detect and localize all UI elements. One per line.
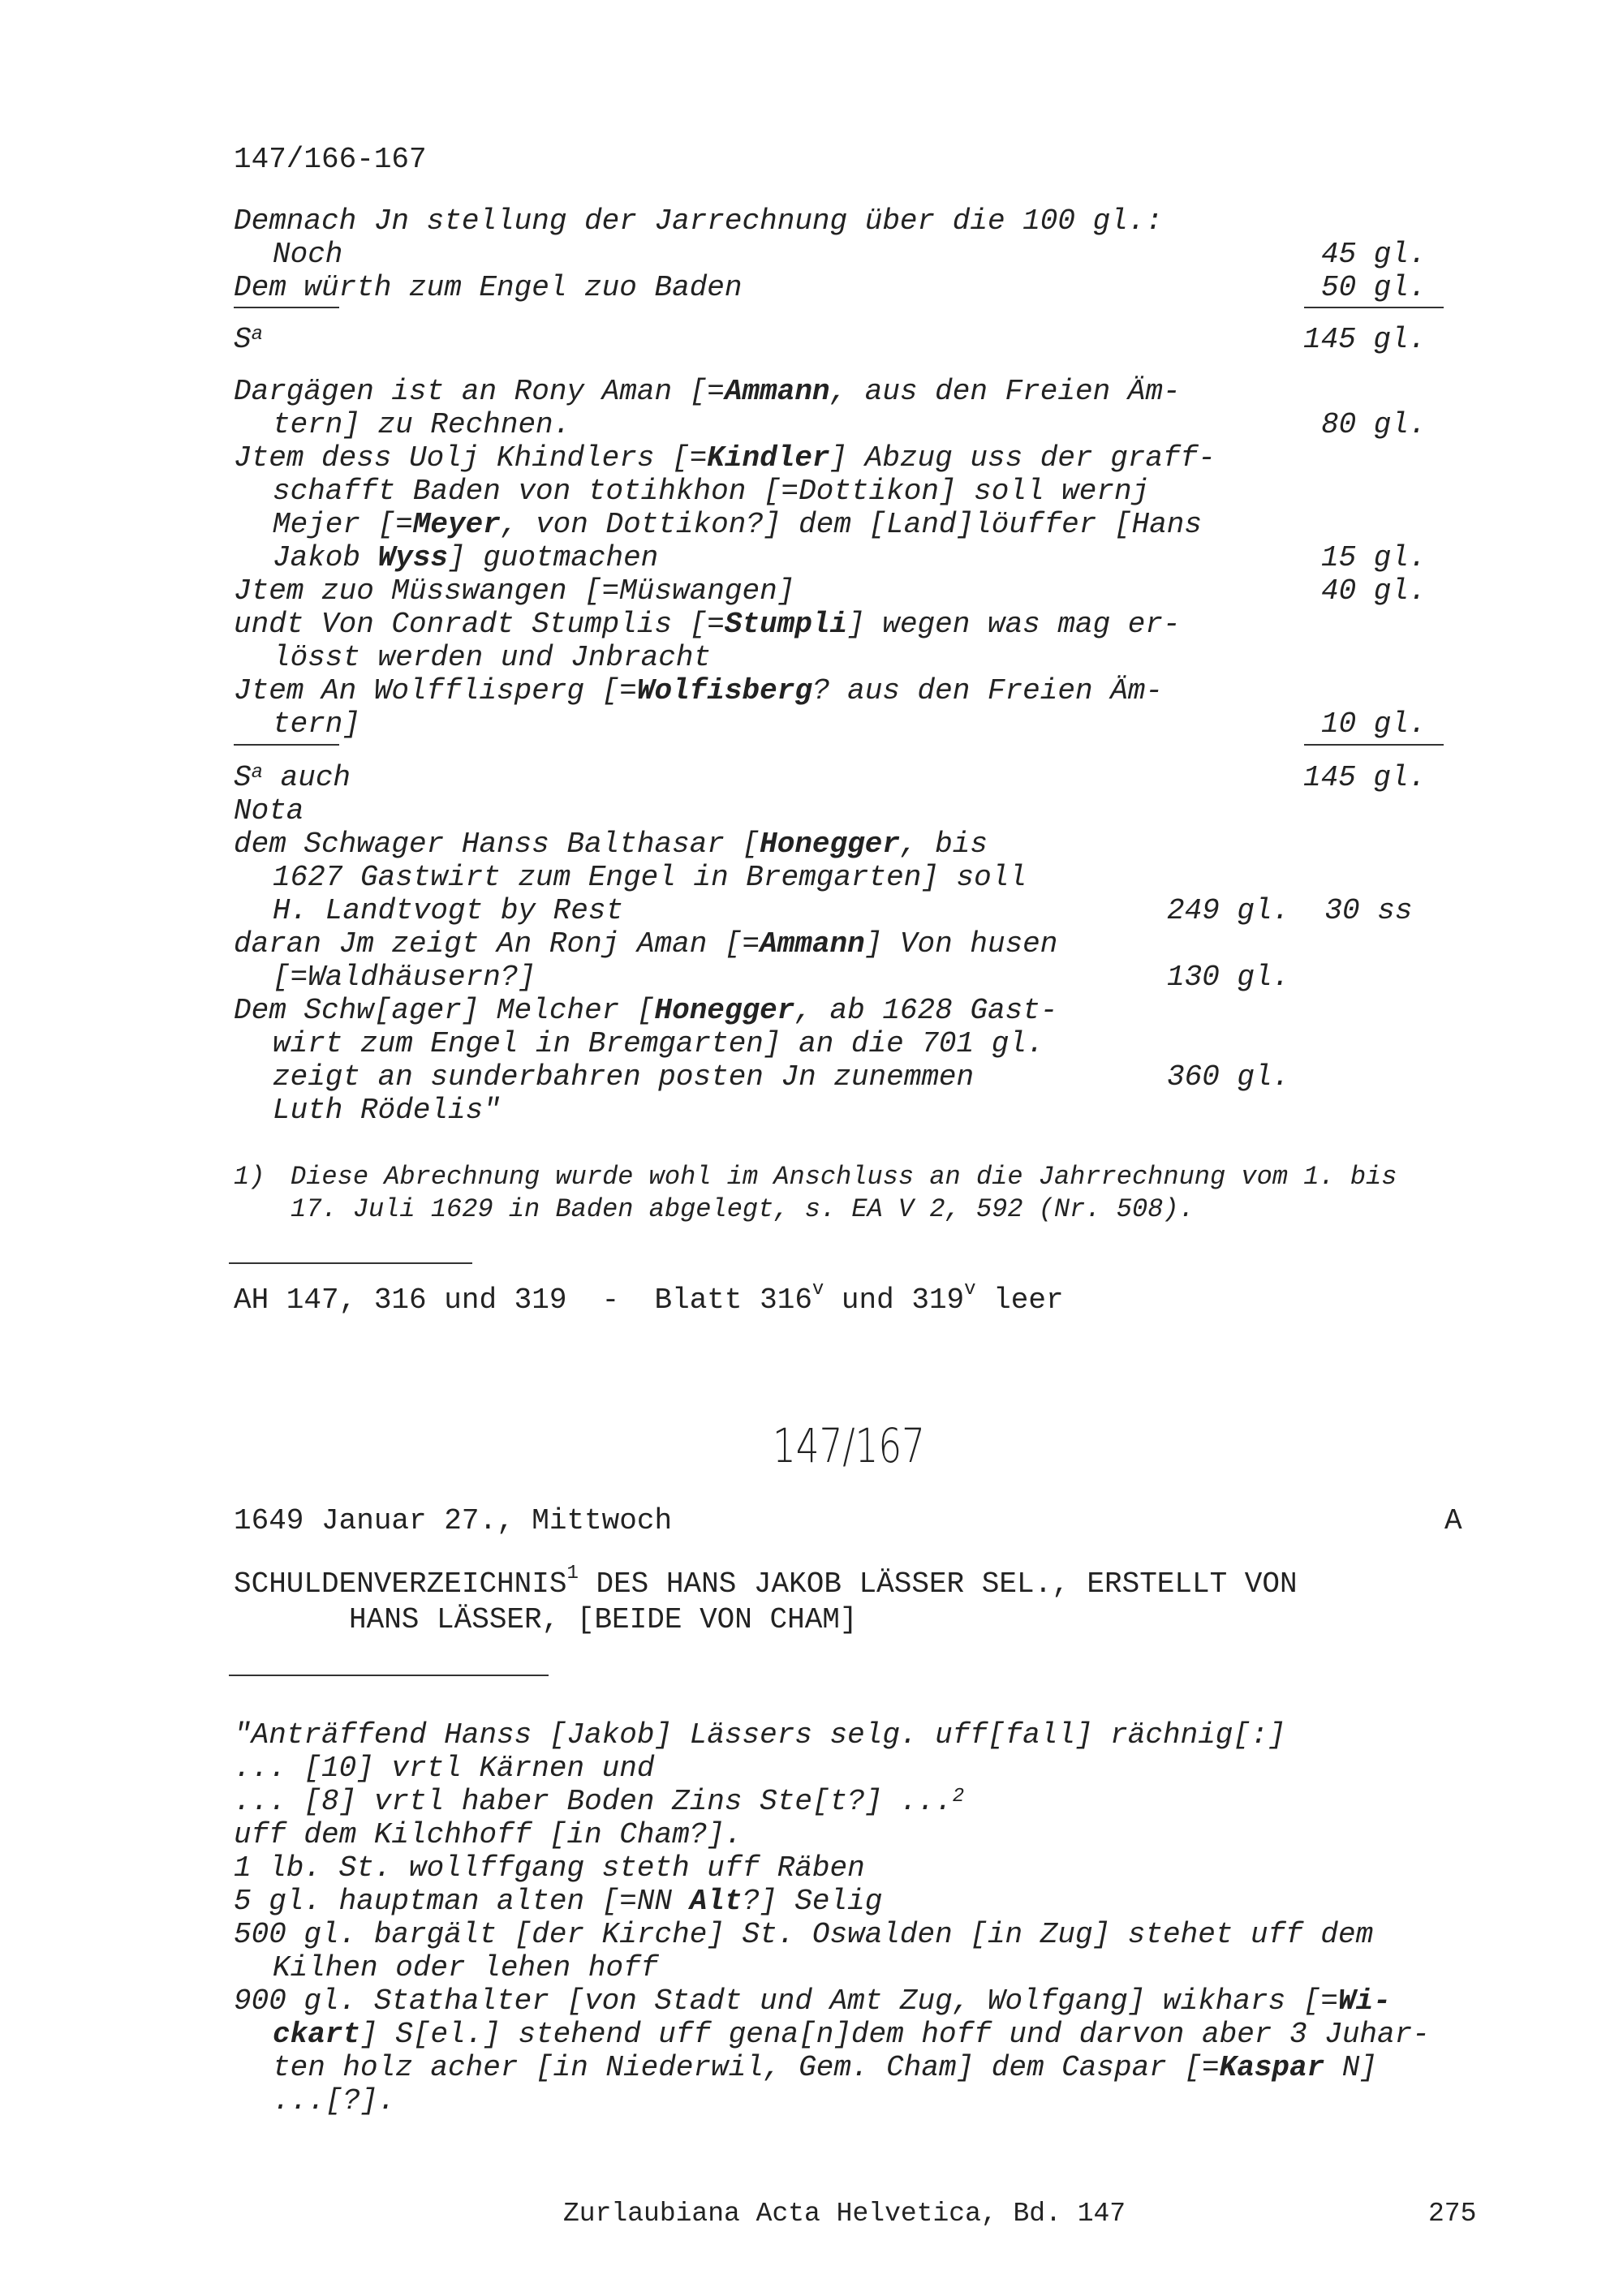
statement-line: Demnach Jn stellung der Jarrechnung über die 100 gl.: — [234, 204, 1163, 238]
statement-line: daran Jm zeigt An Ronj Aman [=Ammann] Von husen — [234, 927, 1058, 961]
sum-line: $S^a$ auch 145 gl. — [234, 761, 1427, 794]
transcription-line: uff dem Kilchhoff [in Cham?]. — [234, 1818, 743, 1851]
separator-rule — [229, 1262, 472, 1264]
statement-line: 1627 Gastwirt zum Engel in Bremgarten] soll — [273, 861, 1027, 894]
transcription-line: 1 lb. St. wollffgang steth uff Räben — [234, 1851, 865, 1885]
underline-left — [234, 744, 339, 746]
statement-line: Luth Rödelis" — [273, 1094, 501, 1127]
amount: 360 gl. — [1167, 1060, 1290, 1094]
document-reference: 147/166-167 — [234, 143, 427, 176]
statement-line: Dem würth zum Engel zuo Baden 50 gl. — [234, 271, 1427, 304]
transcription-line: "Anträffend Hanss [Jakob] Lässers selg. uff[fall] rächnig[:] — [234, 1718, 1286, 1752]
transcription-line: ... [10] vrtl Kärnen und — [234, 1752, 655, 1785]
transcription-line: 500 gl. bargält [der Kirche] St. Oswalden [in Zug] stehet uff dem — [234, 1918, 1374, 1951]
sum-amount: 145 gl. — [1303, 761, 1427, 794]
entry-number: 147/167 — [773, 1418, 925, 1473]
amount: 15 gl. — [1321, 541, 1427, 574]
statement-line: Jakob Wyss] guotmachen 15 gl. — [273, 541, 1427, 574]
sum-rule — [1304, 307, 1444, 308]
page-number: 275 — [1428, 2199, 1477, 2229]
transcription-line: 5 gl. hauptman alten [=NN Alt?] Selig — [234, 1885, 883, 1918]
amount: 130 gl. — [1167, 961, 1290, 994]
transcription-line: 900 gl. Stathalter [von Stadt und Amt Zug, Wolfgang] wikhars [=Wi- — [234, 1984, 1391, 2018]
footnote-text: 17. Juli 1629 in Baden abgelegt, s. EA V 2, 592 (Nr. 508). — [291, 1194, 1195, 1224]
amount: 45 gl. — [1321, 238, 1427, 271]
statement-line: lösst werden und Jnbracht — [273, 641, 712, 674]
statement-line: Jtem dess Uolj Khindlers [=Kindler] Abzug uss der graff- — [234, 441, 1216, 475]
statement-line: zeigt an sunderbahren posten Jn zunemmen 360 gl. — [273, 1060, 1290, 1094]
statement-line: Noch 45 gl. — [273, 238, 1427, 271]
transcription-line: ten holz acher [in Niederwil, Gem. Cham] dem Caspar [=Kaspar N] — [273, 2051, 1378, 2084]
sum-amount: 145 gl. — [1303, 323, 1427, 356]
statement-line: Nota — [234, 794, 304, 828]
statement-line: Jtem zuo Müsswangen [=Müswangen] 40 gl. — [234, 574, 1427, 608]
amount: 40 gl. — [1321, 574, 1427, 608]
footnote-marker: 1) — [234, 1162, 265, 1192]
transcription-line: ...[?]. — [273, 2084, 396, 2118]
transcription-line: Kilhen oder lehen hoff — [273, 1951, 659, 1984]
statement-line: [=Waldhäusern?] 130 gl. — [273, 961, 1290, 994]
source-reference: AH 147, 316 und 319 - Blatt 316$^v$ und 319$^v$ leer — [234, 1279, 1064, 1317]
statement-line: H. Landtvogt by Rest 249 gl. 30 ss — [273, 894, 1413, 927]
entry-title: SCHULDENVERZEICHNIS$^1$ DES HANS JAKOB LÄSSER SEL., ERSTELLT VON — [234, 1563, 1298, 1601]
statement-line: tern] 10 gl. — [273, 707, 1427, 741]
statement-line: Jtem An Wolfflisperg [=Wolfisberg? aus den Freien Äm- — [234, 674, 1164, 707]
underline-left — [234, 307, 339, 308]
statement-line: wirt zum Engel in Bremgarten] an die 701 gl. — [273, 1027, 1044, 1060]
sum-rule — [1304, 744, 1444, 746]
transcription-line: ... [8] vrtl haber Boden Zins Ste[t?] ...$^2$ — [234, 1785, 965, 1818]
publication-title: Zurlaubiana Acta Helvetica, Bd. 147 — [563, 2199, 1126, 2229]
amount: 80 gl. — [1321, 408, 1427, 441]
transcription-line: ckart] S[el.] stehend uff gena[n]dem hoff und darvon aber 3 Juhar- — [273, 2018, 1430, 2051]
entry-date: 1649 Januar 27., Mittwoch — [234, 1504, 673, 1537]
statement-line: schafft Baden von totihkhon [=Dottikon] soll wernj — [273, 475, 1150, 508]
amount: 10 gl. — [1321, 707, 1427, 741]
statement-line: Mejer [=Meyer, von Dottikon?] dem [Land]löuffer [Hans — [273, 508, 1202, 541]
entry-type-letter: A — [1444, 1504, 1462, 1537]
statement-line: tern] zu Rechnen. 80 gl. — [273, 408, 1427, 441]
amount: 50 gl. — [1321, 271, 1427, 304]
separator-rule — [229, 1675, 549, 1676]
statement-line: Dargägen ist an Rony Aman [=Ammann, aus den Freien Äm- — [234, 375, 1181, 408]
statement-line: Dem Schw[ager] Melcher [Honegger, ab 1628 Gast- — [234, 994, 1058, 1027]
statement-line: undt Von Conradt Stumplis [=Stumpli] wegen was mag er- — [234, 608, 1181, 641]
statement-line: dem Schwager Hanss Balthasar [Honegger, bis — [234, 828, 988, 861]
footnote-text: Diese Abrechnung wurde wohl im Anschluss an die Jahrrechnung vom 1. bis — [291, 1162, 1397, 1192]
amount: 249 gl. 30 ss — [1167, 894, 1413, 927]
sum-line: $S^a$ 145 gl. — [234, 323, 1427, 356]
entry-title: HANS LÄSSER, [BEIDE VON CHAM] — [349, 1603, 858, 1636]
